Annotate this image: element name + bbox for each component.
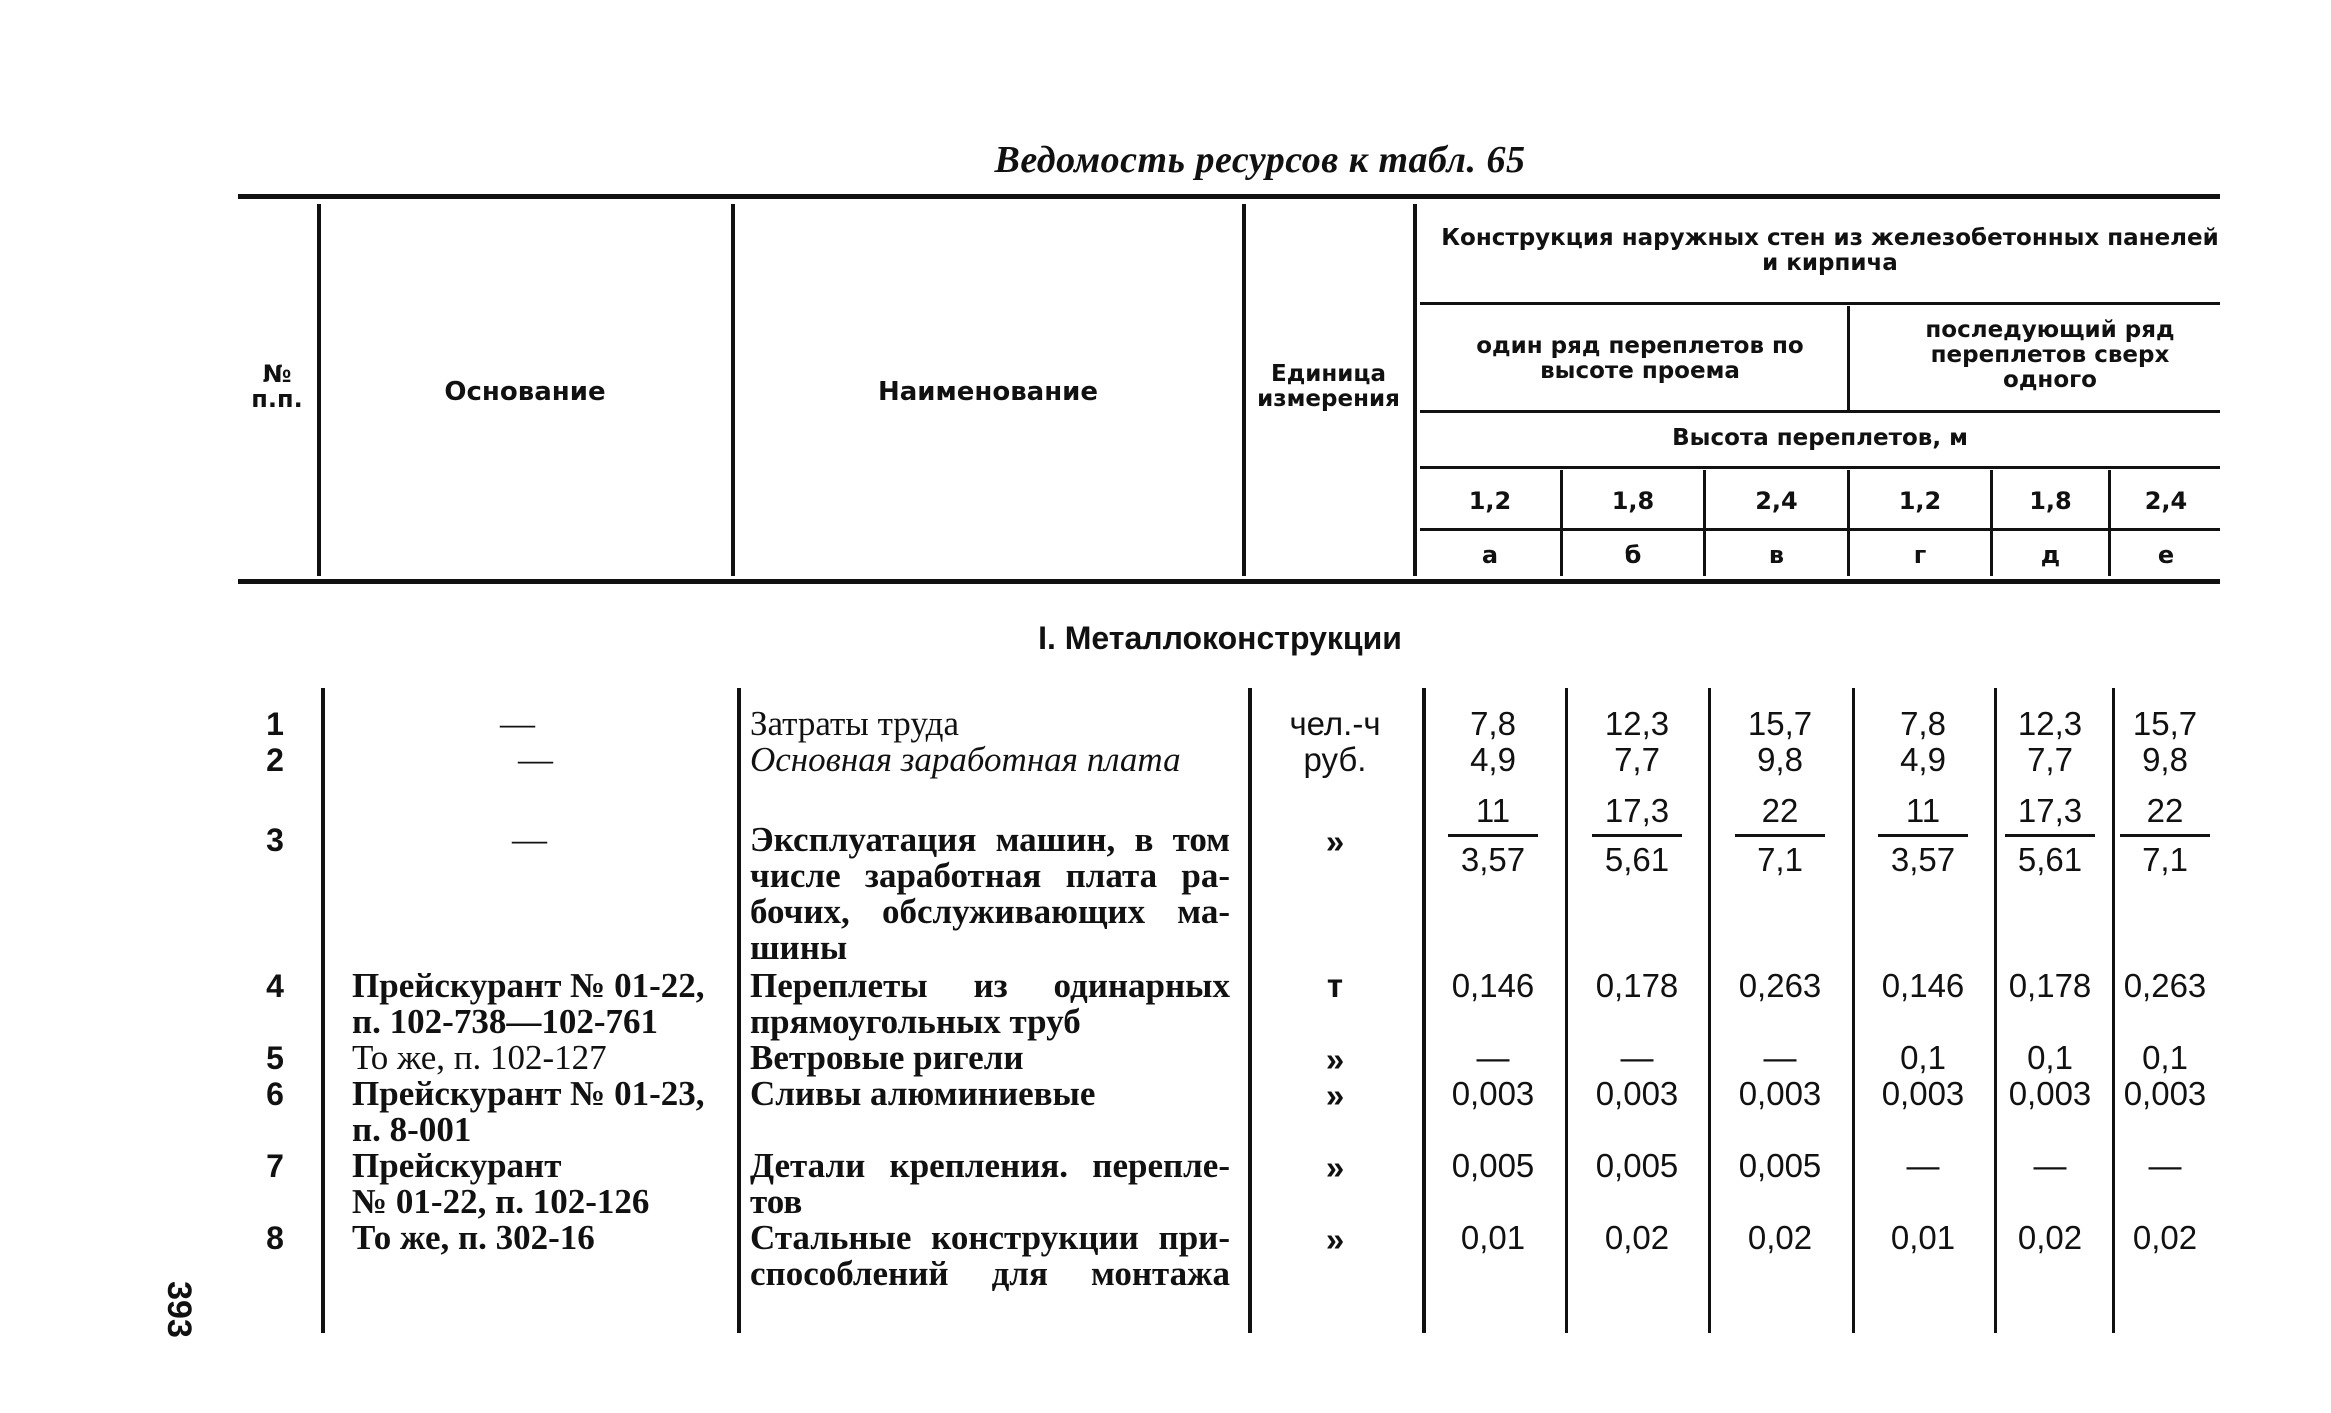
name-7-line-1: Детали крепления. перепле- (750, 1146, 1230, 1185)
row-3-numerator-d: 11 (1905, 792, 1941, 829)
name-3-line-1: Эксплуатация машин, в том (750, 820, 1230, 859)
letter-f: е (2157, 541, 2175, 569)
row-number-7: 7 (266, 1148, 284, 1184)
row-6-value-b: 0,003 (1595, 1075, 1679, 1112)
row-8-value-d: 0,01 (1890, 1219, 1956, 1256)
basis-1: — (500, 704, 535, 743)
letter-a: а (1481, 541, 1499, 569)
row-number-8: 8 (266, 1220, 284, 1256)
row-number-4: 4 (266, 968, 284, 1004)
body-vline-1 (321, 688, 325, 1333)
row-6-value-f: 0,003 (2123, 1075, 2207, 1112)
header-num: № п.п. (251, 360, 303, 413)
header-group-2: последующий ряд переплетов сверх одного (1925, 317, 2175, 393)
name-6-line-1: Сливы алюминиевые (750, 1074, 1096, 1113)
header-unit: Единица измерения (1257, 361, 1400, 412)
row-8-value-f: 0,02 (2132, 1219, 2198, 1256)
row-8-value-c: 0,02 (1747, 1219, 1813, 1256)
row-3-fraction-bar-e (2005, 834, 2095, 837)
letter-d: г (1913, 541, 1927, 569)
row-7-value-b: 0,005 (1595, 1147, 1679, 1184)
row-5-value-d: 0,1 (1900, 1039, 1946, 1076)
header-top-rule (238, 194, 2220, 199)
page-number: 393 (159, 1281, 198, 1338)
unit-2: руб. (1303, 741, 1367, 778)
header-group-1: один ряд переплетов по высоте проема (1476, 333, 1804, 384)
name-7-line-2: тов (750, 1182, 803, 1221)
row-5-value-c: — (1763, 1039, 1797, 1076)
table-title: Ведомость ресурсов к табл. 65 (994, 139, 1526, 181)
basis-7-line-1: Прейскурант (352, 1146, 562, 1185)
letter-c: в (1768, 541, 1785, 569)
row-3-fraction-d (1858, 792, 1988, 879)
name-6 (750, 1076, 1230, 1112)
header-vline-2 (731, 204, 735, 576)
row-5-value-e: 0,1 (2027, 1039, 2073, 1076)
unit-3: » (1325, 823, 1345, 860)
body-vline-4 (1422, 688, 1426, 1333)
name-4-line-1: Переплеты из одинарных (750, 966, 1230, 1005)
row-3-fraction-b (1572, 792, 1702, 879)
name-1 (750, 706, 1230, 742)
row-5-value-a: — (1476, 1039, 1510, 1076)
name-5 (750, 1040, 1230, 1076)
row-8-value-a: 0,01 (1460, 1219, 1526, 1256)
name-3-line-4: шины (750, 928, 848, 967)
header-name: Наименование (877, 377, 1099, 407)
name-7 (750, 1148, 1230, 1220)
row-3-fraction-bar-d (1878, 834, 1968, 837)
row-2-value-a: 4,9 (1470, 741, 1516, 778)
row-2-value-f: 9,8 (2142, 741, 2188, 778)
row-4-value-a: 0,146 (1451, 967, 1535, 1004)
body-vline-7 (1852, 688, 1855, 1333)
row-8-value-e: 0,02 (2017, 1219, 2083, 1256)
letter-e: д (2040, 541, 2061, 569)
row-1-value-d: 7,8 (1900, 705, 1946, 742)
row-3-numerator-b: 17,3 (1604, 792, 1670, 829)
row-6-value-d: 0,003 (1881, 1075, 1965, 1112)
row-3-denominator-c: 7,1 (1757, 841, 1803, 878)
row-3-fraction-bar-a (1448, 834, 1538, 837)
row-5-value-b: — (1620, 1039, 1654, 1076)
basis-4-line-2: п. 102-738—102-761 (352, 1002, 658, 1041)
row-7-value-a: 0,005 (1451, 1147, 1535, 1184)
row-3-numerator-e: 17,3 (2017, 792, 2083, 829)
name-5-line-1: Ветровые ригели (750, 1038, 1024, 1077)
header-construction: Конструкция наружных стен из железобетонных панелей и кирпича (1441, 225, 2219, 276)
name-2 (750, 742, 1230, 778)
row-2-value-c: 9,8 (1757, 741, 1803, 778)
row-3-fraction-bar-f (2120, 834, 2210, 837)
row-5-value-f: 0,1 (2142, 1039, 2188, 1076)
header-rule-height (1420, 466, 2220, 469)
row-number-5: 5 (266, 1040, 284, 1076)
body-vline-6 (1708, 688, 1711, 1333)
unit-4: т (1326, 967, 1344, 1004)
header-rule-construction (1420, 302, 2220, 305)
row-number-1: 1 (266, 706, 284, 742)
basis-5: То же, п. 102-127 (352, 1038, 607, 1077)
row-4-value-d: 0,146 (1881, 967, 1965, 1004)
row-7-value-d: — (1906, 1147, 1940, 1184)
row-8-value-b: 0,02 (1604, 1219, 1670, 1256)
row-4-value-c: 0,263 (1738, 967, 1822, 1004)
header-basis: Основание (444, 377, 606, 407)
row-3-fraction-a (1428, 792, 1558, 879)
row-1-value-a: 7,8 (1470, 705, 1516, 742)
body-vline-3 (1248, 688, 1252, 1333)
basis-2: — (518, 740, 553, 779)
row-3-fraction-f (2100, 792, 2230, 879)
header-vline-groups (1847, 306, 1850, 410)
row-number-2: 2 (266, 742, 284, 778)
row-7-value-c: 0,005 (1738, 1147, 1822, 1184)
row-2-value-e: 7,7 (2027, 741, 2073, 778)
header-bottom-rule (238, 579, 2220, 584)
row-1-value-b: 12,3 (1604, 705, 1670, 742)
height-4: 1,2 (1898, 487, 1942, 515)
row-3-denominator-d: 3,57 (1890, 841, 1956, 878)
row-2-value-b: 7,7 (1614, 741, 1660, 778)
name-8-line-1: Стальные конструкции при- (750, 1218, 1230, 1257)
row-1-value-c: 15,7 (1747, 705, 1813, 742)
row-3-denominator-b: 5,61 (1604, 841, 1670, 878)
row-7-value-e: — (2033, 1147, 2067, 1184)
row-3-numerator-c: 22 (1761, 792, 1799, 829)
name-1-line-1: Затраты труда (750, 704, 959, 743)
row-2-value-d: 4,9 (1900, 741, 1946, 778)
row-6-value-a: 0,003 (1451, 1075, 1535, 1112)
row-3-denominator-a: 3,57 (1460, 841, 1526, 878)
name-3 (750, 822, 1230, 966)
basis-4-line-1: Прейскурант № 01-22, (352, 966, 705, 1005)
row-3-fraction-bar-b (1592, 834, 1682, 837)
header-vline-4 (1413, 204, 1417, 576)
row-3-numerator-f: 22 (2146, 792, 2184, 829)
height-5: 1,8 (2029, 487, 2072, 515)
header-rule-values (1420, 528, 2220, 531)
unit-5: » (1325, 1041, 1345, 1078)
height-1: 1,2 (1468, 487, 1512, 515)
row-7-value-f: — (2148, 1147, 2182, 1184)
name-3-line-2: числе заработная плата ра- (750, 856, 1230, 895)
basis-3: — (512, 820, 547, 859)
row-1-value-f: 15,7 (2132, 705, 2198, 742)
row-4-value-e: 0,178 (2008, 967, 2092, 1004)
row-number-6: 6 (266, 1076, 284, 1112)
height-6: 2,4 (2144, 487, 2188, 515)
body-vline-2 (737, 688, 741, 1333)
row-number-3: 3 (266, 822, 284, 858)
header-vline-1 (317, 204, 321, 576)
name-8 (750, 1220, 1230, 1292)
row-3-numerator-a: 11 (1475, 792, 1511, 829)
unit-8: » (1325, 1221, 1345, 1258)
section-heading: I. Металлоконструкции (1038, 620, 1402, 656)
letter-b: б (1624, 541, 1642, 569)
basis-8: То же, п. 302-16 (352, 1218, 595, 1257)
name-4 (750, 968, 1230, 1040)
row-1-value-e: 12,3 (2017, 705, 2083, 742)
unit-7: » (1325, 1149, 1345, 1186)
row-4-value-f: 0,263 (2123, 967, 2207, 1004)
name-4-line-2: прямоугольных труб (750, 1002, 1081, 1041)
basis-7-line-2: № 01-22, п. 102-126 (352, 1182, 650, 1221)
row-6-value-e: 0,003 (2008, 1075, 2092, 1112)
row-6-value-c: 0,003 (1738, 1075, 1822, 1112)
row-3-denominator-e: 5,61 (2017, 841, 2083, 878)
unit-1: чел.-ч (1289, 705, 1381, 742)
row-4-value-b: 0,178 (1595, 967, 1679, 1004)
header-height: Высота переплетов, м (1672, 425, 1968, 451)
name-8-line-2: способлений для монтажа (750, 1254, 1230, 1293)
row-3-fraction-bar-c (1735, 834, 1825, 837)
basis-6-line-1: Прейскурант № 01-23, (352, 1074, 705, 1113)
height-3: 2,4 (1755, 487, 1798, 515)
row-3-fraction-c (1715, 792, 1845, 879)
unit-6: » (1325, 1077, 1345, 1114)
basis-6-line-2: п. 8-001 (352, 1110, 472, 1149)
row-3-fraction-e (1985, 792, 2115, 879)
name-3-line-3: бочих, обслуживающих ма- (750, 892, 1230, 931)
name-2-line-1: Основная заработная плата (750, 740, 1181, 779)
height-2: 1,8 (1611, 487, 1655, 515)
body-vline-5 (1565, 688, 1568, 1333)
row-3-denominator-f: 7,1 (2142, 841, 2188, 878)
header-rule-groups (1420, 410, 2220, 413)
